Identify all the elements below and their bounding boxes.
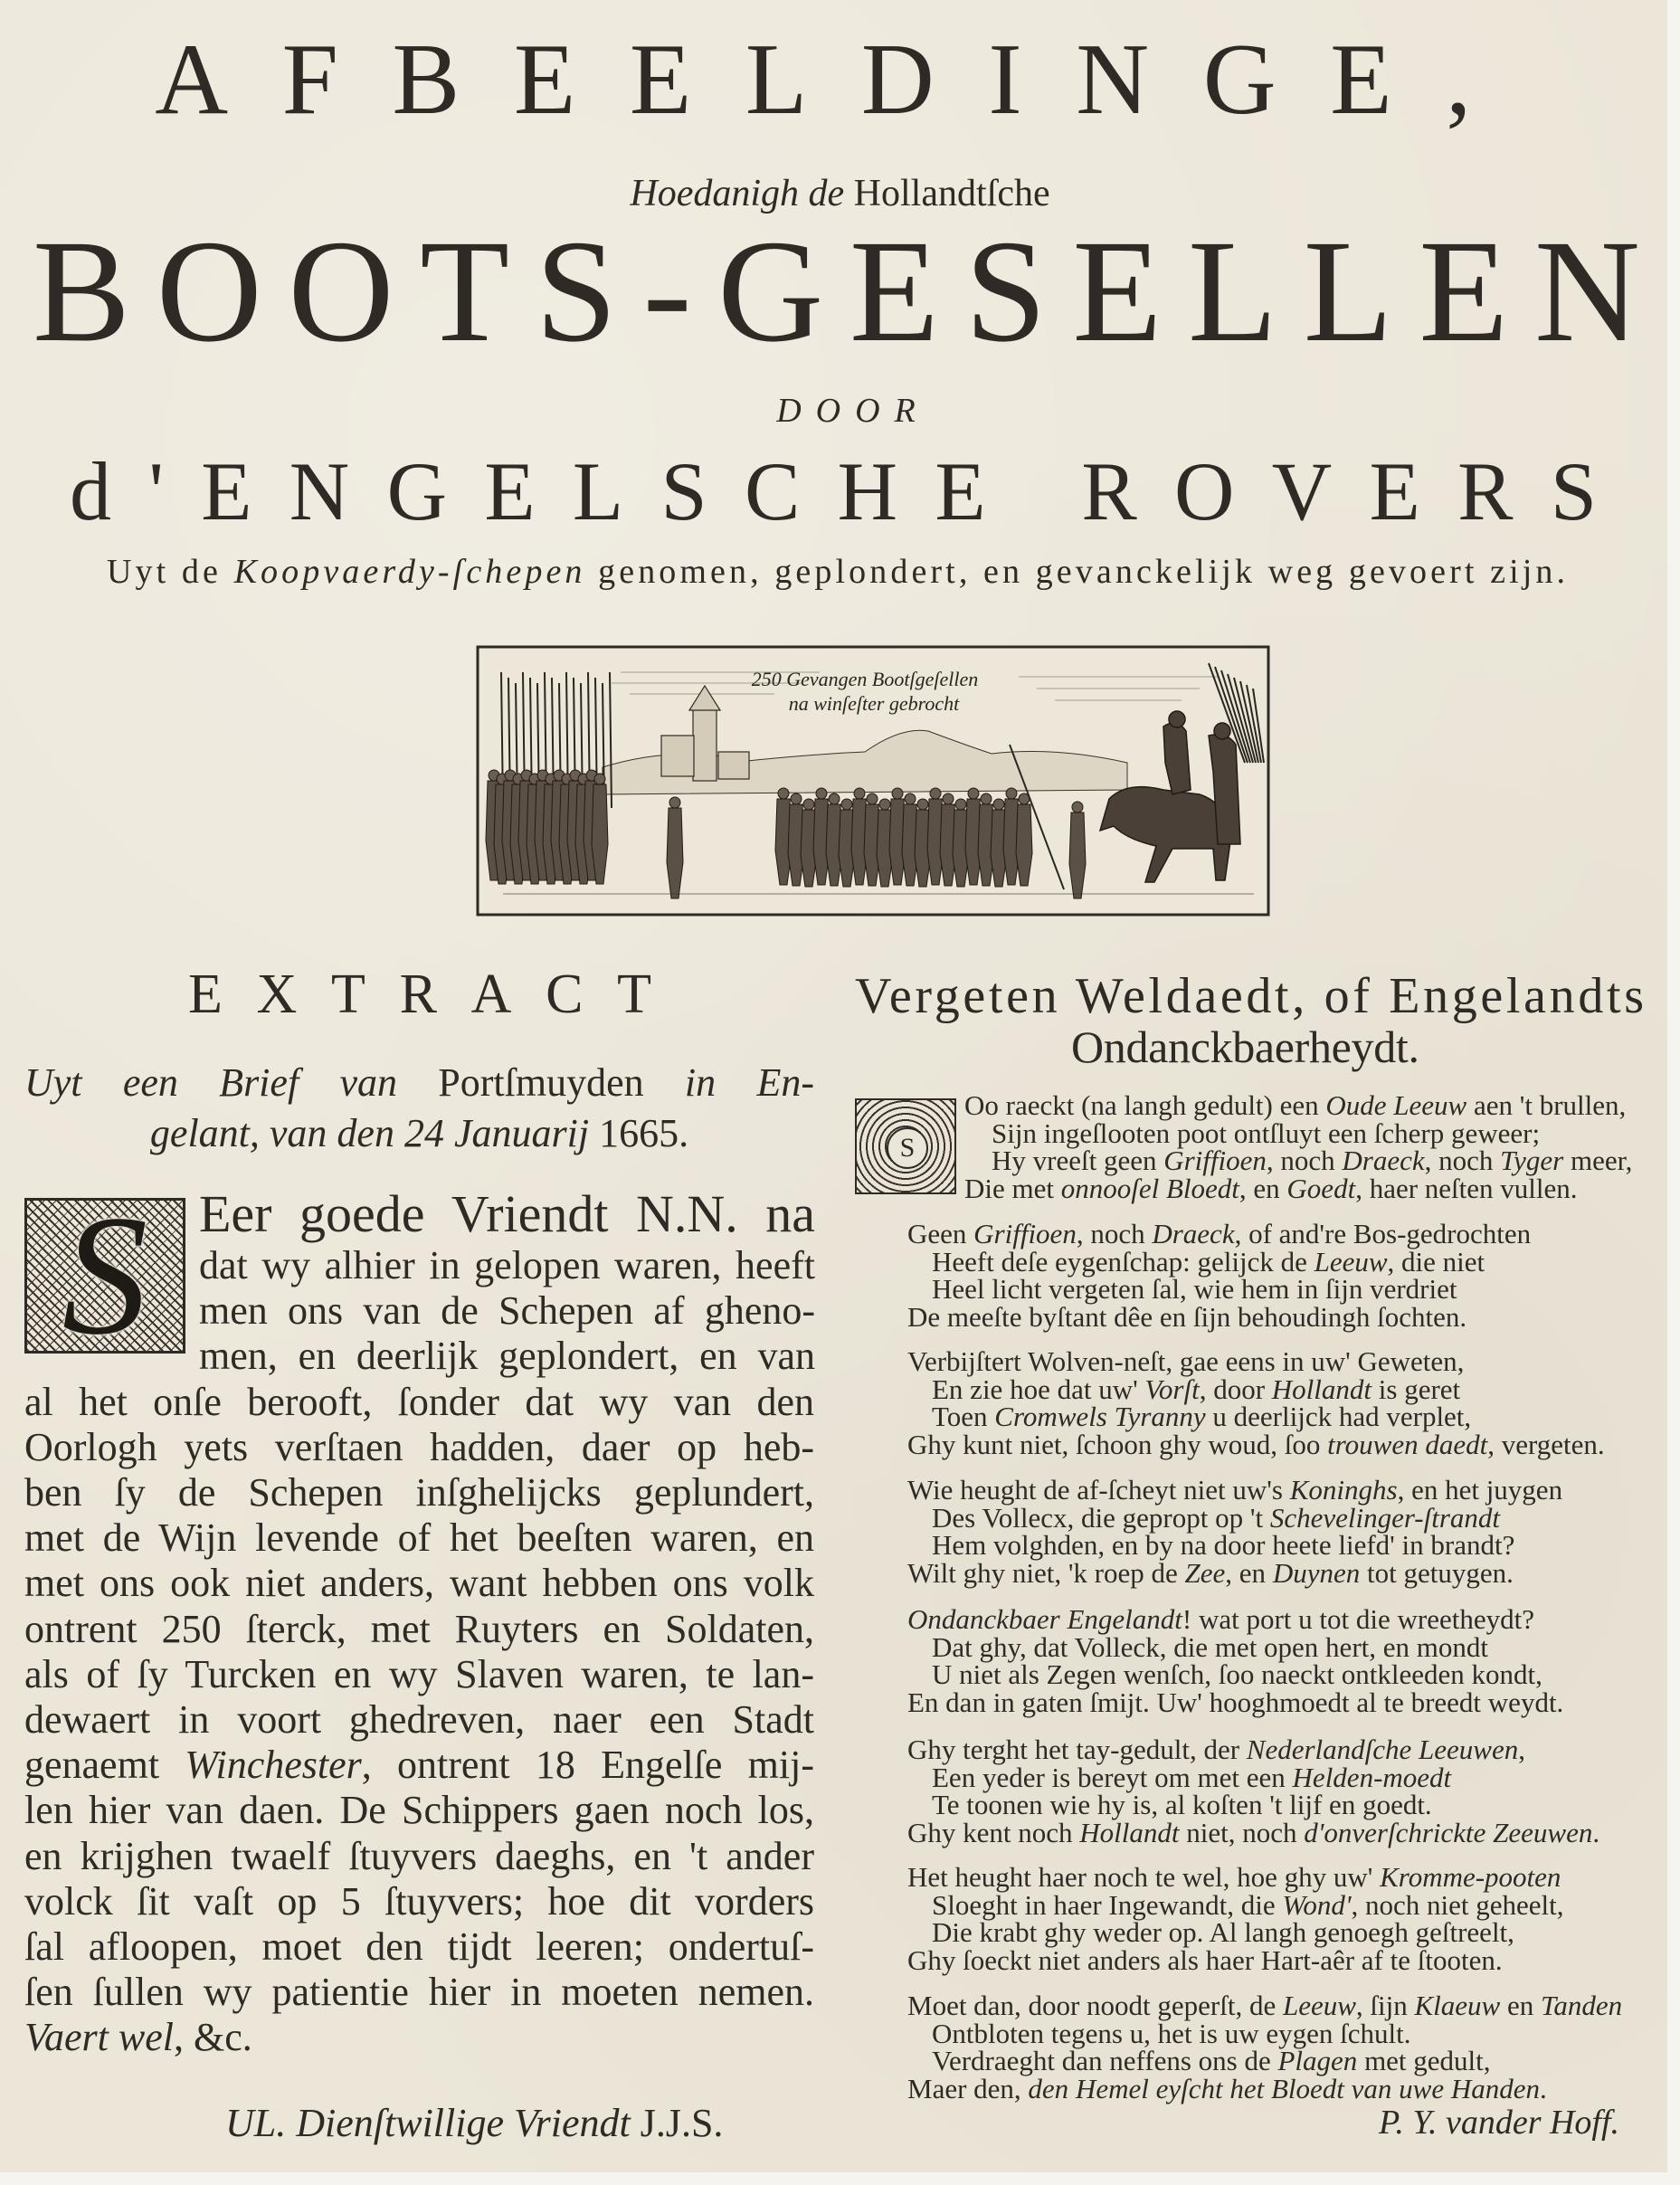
italic-text: Klaeuw <box>1414 1990 1501 2021</box>
figure <box>1016 793 1032 886</box>
text: Oo raeckt (na langh gedult) een <box>964 1089 1326 1121</box>
verse-line <box>932 1630 1488 1663</box>
text: , en <box>1225 1556 1273 1589</box>
verse-line <box>907 1300 1467 1333</box>
italic-text: Ondanckbaer Engelandt <box>907 1603 1182 1635</box>
italic-text: trouwen daedt <box>1327 1428 1488 1460</box>
italic-text: Koopvaerdy-ſchepen <box>233 553 586 591</box>
letter-line <box>24 1561 814 1606</box>
text: , vergeten. <box>1487 1428 1605 1460</box>
italic-text: Helden-moedt <box>1292 1761 1452 1793</box>
tagline <box>107 555 1569 589</box>
verse-line <box>907 1816 1600 1848</box>
letter-line <box>199 1334 815 1379</box>
dropcap-letter: S <box>62 1181 148 1371</box>
italic-text: Schevelinger-ſtrandt <box>1269 1501 1501 1534</box>
letter-line <box>24 1424 814 1469</box>
italic-text: Cromwels Tyranny <box>994 1401 1206 1432</box>
text: genomen, geplondert, en gevanckelijk weg gevoert zijn. <box>585 553 1570 591</box>
text: , door <box>1199 1373 1272 1405</box>
verse-line <box>932 1888 1564 1921</box>
italic-text: Uyt een Brief van <box>24 1060 439 1105</box>
letter-line <box>24 1878 814 1924</box>
letter-line <box>24 1743 814 1788</box>
letter-line <box>199 1184 815 1243</box>
text: , en het juygen <box>1397 1474 1563 1506</box>
text: niet, noch <box>1179 1816 1305 1848</box>
figure <box>667 797 683 898</box>
italic-text: in En- <box>643 1060 814 1105</box>
text: en <box>1500 1990 1541 2021</box>
extract-heading: EXTRACT <box>188 964 686 1025</box>
text: Eer goede Vriendt N.N. na <box>199 1184 815 1243</box>
text: Het heught haer noch te wel, hoe ghy uw' <box>907 1861 1381 1893</box>
italic-text: Tyger <box>1500 1145 1564 1176</box>
text: . <box>1539 2072 1547 2104</box>
text: met ons ook niet anders, want hebben ons volk <box>24 1561 814 1606</box>
poem-title: Vergeten Weldaedt, of Engelandts <box>855 968 1647 1024</box>
text: Ghy kunt niet, ſchoon ghy woud, ſoo <box>907 1428 1328 1460</box>
text: De meeſte byſtant dêe en ſijn behoudingh ſochten. <box>907 1300 1467 1333</box>
letter-line <box>24 1697 814 1742</box>
text: en krijghen twaelf ſtuyvers daeghs, en 't ander <box>24 1833 814 1878</box>
italic-text: Draeck <box>1342 1145 1425 1176</box>
subtitle-italic: Hoedanigh de <box>630 173 854 214</box>
text: , ſijn <box>1355 1990 1415 2021</box>
text: ben ſy de Schepen inſghelijcks geplundert, <box>24 1470 814 1515</box>
verse-line <box>907 1345 1465 1377</box>
italic-text: Goedt <box>1286 1172 1356 1204</box>
italic-text: d'onverſchrickte Zeeuwen <box>1304 1816 1593 1848</box>
verse-line <box>907 1474 1563 1506</box>
italic-text: Vorſt <box>1144 1373 1200 1405</box>
text: Ghy ſoeckt niet anders als haer Hart-aêr af te ſtooten. <box>907 1943 1503 1976</box>
dropcap-letter: S <box>887 1127 928 1169</box>
text: En dan in gaten ſmijt. Uw' hooghmoedt al te breedt weydt. <box>907 1686 1564 1718</box>
text: , en <box>1239 1172 1287 1204</box>
verse-line <box>907 2072 1547 2104</box>
letter-line <box>24 1606 814 1651</box>
italic-text: onnooſel Bloedt <box>1060 1172 1239 1204</box>
text: , noch niet geheelt, <box>1351 1888 1564 1921</box>
verse-line <box>907 1428 1605 1460</box>
text: Wie heught de af-ſcheyt niet uw's <box>907 1474 1290 1506</box>
text: , noch <box>1424 1145 1501 1176</box>
text: , <box>1518 1734 1525 1765</box>
italic-text: gelant, van den 24 Januarij <box>149 1111 590 1155</box>
figure <box>1069 802 1086 898</box>
text: u deerlijck had verplet, <box>1205 1401 1472 1432</box>
text: dewaert in voort ghedreven, naer een Stadt <box>24 1697 814 1742</box>
poem-subtitle: Ondanckbaerheydt. <box>1071 1021 1419 1072</box>
text: Portſmuyden <box>438 1060 644 1105</box>
letter-line <box>199 1288 815 1334</box>
verse-line <box>907 1556 1514 1589</box>
italic-text: Griffioen <box>973 1218 1077 1249</box>
text: ſen ſullen wy patientie hier in moeten nemen. <box>24 1970 814 2015</box>
italic-text: Winchester <box>185 1743 362 1788</box>
letter-line <box>24 1515 814 1561</box>
text: Moet dan, door noodt geperſt, de <box>907 1990 1283 2021</box>
text: ontrent 250 ſterck, met Ruyters en Soldaten, <box>24 1606 814 1651</box>
poem-signature: P. Y. vander Hoff. <box>1379 2104 1620 2142</box>
verse-line <box>932 1761 1452 1793</box>
text: volck ſit vaſt op 5 ſtuyvers; hoe dit vorders <box>24 1878 814 1924</box>
text: Oorlogh yets verſtaen hadden, daer op heb- <box>24 1424 814 1469</box>
italic-text: Hollandt <box>1271 1373 1372 1405</box>
subtitle-hoedanigh <box>0 175 1680 213</box>
text: Wilt ghy niet, 'k roep de <box>907 1556 1185 1589</box>
ornamental-dropcap-s <box>24 1181 185 1371</box>
letter-source-line <box>24 1111 814 1155</box>
text: dat wy alhier in gelopen waren, heeft <box>199 1243 815 1287</box>
italic-text: Oude Leeuw <box>1325 1089 1467 1121</box>
italic-text: Griffioen <box>1163 1145 1267 1176</box>
verse-line <box>932 1245 1485 1278</box>
text: Verdraeght dan neffens ons de <box>932 2045 1278 2076</box>
verse-line <box>907 1861 1561 1893</box>
text: Sloeght in haer Ingewandt, die <box>932 1888 1283 1921</box>
text: len hier van daen. De Schippers gaen noch los, <box>24 1788 814 1833</box>
verse-line <box>932 1273 1457 1305</box>
text: Geen <box>907 1218 974 1249</box>
italic-text: Koninghs <box>1289 1474 1398 1506</box>
text: Dat ghy, dat Volleck, die met open hert, en mondt <box>932 1630 1488 1663</box>
text: Heel licht vergeten ſal, wie hem in ſijn verdriet <box>932 1273 1457 1305</box>
text: Maer den, <box>907 2072 1029 2104</box>
italic-text: Nederlandſche Leeuwen <box>1246 1734 1519 1765</box>
verse-line <box>932 2017 1411 2049</box>
italic-text: Zee <box>1184 1556 1226 1589</box>
verse-line <box>907 1603 1534 1635</box>
italic-text: Draeck <box>1152 1218 1235 1249</box>
italic-text: Kromme-pooten <box>1380 1861 1561 1893</box>
letter-line <box>199 1243 815 1287</box>
engraving-illustration <box>476 645 1270 917</box>
letter-source-line <box>24 1060 814 1105</box>
letter-signature <box>225 2101 724 2145</box>
text: meer, <box>1563 1145 1633 1176</box>
text: al het onſe berooft, ſonder dat wy van den <box>24 1379 814 1424</box>
italic-text: Hollandt <box>1079 1816 1180 1848</box>
letter-line <box>24 1833 814 1878</box>
letter-line <box>24 1788 814 1833</box>
text: Toen <box>932 1401 995 1432</box>
title-boots-gesellen: BOOTS-GESELLEN <box>33 211 1666 373</box>
text: men ons van de Schepen af gheno- <box>199 1288 815 1334</box>
engraving-caption-line1: 250 Gevangen Bootſgeſellen <box>751 668 979 690</box>
text: met gedult, <box>1357 2045 1491 2076</box>
verse-line <box>907 1218 1532 1249</box>
text: Uyt de <box>107 553 234 591</box>
text: genaemt <box>24 1743 185 1788</box>
verse-line <box>992 1147 1632 1174</box>
title-text: AFBEELDINGE, <box>155 24 1525 136</box>
text: ! wat port u tot die wreetheydt? <box>1182 1603 1534 1635</box>
title-afbeeldinge <box>0 24 1680 136</box>
verse-line <box>932 1916 1514 1948</box>
italic-text: Wond' <box>1282 1888 1352 1921</box>
text: , haer neſten vullen. <box>1355 1172 1578 1204</box>
title-engelsche-rovers: d'ENGELSCHE ROVERS <box>70 445 1635 537</box>
text: Ghy terght het tay-gedult, der <box>907 1734 1247 1765</box>
italic-text: Leeuw <box>1282 1990 1356 2021</box>
figure <box>592 774 608 884</box>
verse-line <box>932 1501 1501 1534</box>
text: is geret <box>1372 1373 1461 1405</box>
verse-line <box>907 1943 1503 1976</box>
text: , noch <box>1266 1145 1343 1176</box>
text: tot getuygen. <box>1360 1556 1514 1589</box>
text: Des Vollecx, die gepropt op 't <box>932 1501 1270 1534</box>
text: , of and're Bos-gedrochten <box>1234 1218 1532 1249</box>
verse-line <box>964 1089 1627 1121</box>
text: Hy vreeſt geen <box>992 1145 1164 1176</box>
text: , ontrent 18 Engelſe mij- <box>361 1743 814 1788</box>
verse-line <box>907 1686 1564 1718</box>
verse-line <box>907 1992 1622 2019</box>
letter-line <box>24 1651 814 1696</box>
text: . <box>1592 1816 1600 1848</box>
letter-line <box>24 1924 814 1969</box>
verse-line <box>932 2047 1491 2075</box>
text: J.J.S. <box>630 2101 724 2145</box>
engraving-caption-line2: na winſeſter gebrocht <box>788 692 960 715</box>
title-door: DOOR <box>776 392 930 430</box>
letter-line <box>24 1970 814 2015</box>
text: als of ſy Turcken en wy Slaven waren, te lan- <box>24 1651 814 1696</box>
text: Een yeder is bereyt om met een <box>932 1761 1293 1793</box>
text: 1665. <box>589 1111 689 1155</box>
text: En zie hoe dat uw' <box>932 1373 1145 1405</box>
italic-text: Tanden <box>1541 1990 1623 2021</box>
text: Die krabt ghy weder op. Al langh genoegh geſtreelt, <box>932 1916 1514 1948</box>
verse-line <box>932 1791 1432 1819</box>
verse-line <box>907 1736 1525 1763</box>
verse-line <box>992 1116 1541 1149</box>
italic-text: Vaert wel <box>24 2015 174 2060</box>
text: met de Wijn levende of het beeſten waren, en <box>24 1515 814 1561</box>
subtitle-roman: Hollandtſche <box>853 173 1050 214</box>
text: Heeft deſe eygenſchap: gelijck de <box>932 1245 1315 1278</box>
italic-text: Plagen <box>1277 2045 1358 2076</box>
text: Ghy kent noch <box>907 1816 1080 1848</box>
italic-text: den Hemel eyſcht het Bloedt van uwe Handen <box>1028 2072 1540 2104</box>
letter-line <box>24 2015 814 2060</box>
verse-line <box>932 1373 1461 1405</box>
text: ſal afloopen, moet den tijdt leeren; ondertuſ- <box>24 1924 814 1969</box>
text: , noch <box>1076 1218 1153 1249</box>
verse-line <box>964 1172 1578 1204</box>
text: Die met <box>964 1172 1061 1204</box>
italic-text: Leeuw <box>1314 1245 1388 1278</box>
text: Verbijſtert Wolven-neſt, gae eens in uw' Geweten, <box>907 1345 1465 1377</box>
letter-line <box>24 1470 814 1515</box>
text: Hem volghden, en by na door heete liefd' in brandt? <box>932 1529 1515 1561</box>
text: aen 't brullen, <box>1466 1089 1627 1121</box>
letter-line <box>24 1379 814 1424</box>
ornamental-dropcap-s <box>855 1098 956 1194</box>
italic-text: UL. Dienſtwillige Vriendt <box>225 2101 631 2145</box>
verse-line <box>932 1403 1471 1430</box>
text: Sijn ingeſlooten poot ontſluyt een ſcherp geweer; <box>992 1116 1541 1149</box>
verse-line <box>932 1658 1542 1690</box>
text: U niet als Zegen wenſch, ſoo naeckt ontkleeden kondt, <box>932 1658 1542 1690</box>
text: men, en deerlijk geplondert, en van <box>199 1334 815 1379</box>
verse-line <box>932 1529 1515 1561</box>
text: , &c. <box>173 2015 252 2060</box>
text: , die niet <box>1387 1245 1485 1278</box>
text: Te toonen wie hy is, al koſten 't lijf en goedt. <box>932 1789 1432 1820</box>
italic-text: Duynen <box>1272 1556 1361 1589</box>
text: Ontbloten tegens u, het is uw eygen ſchult. <box>932 2017 1411 2049</box>
